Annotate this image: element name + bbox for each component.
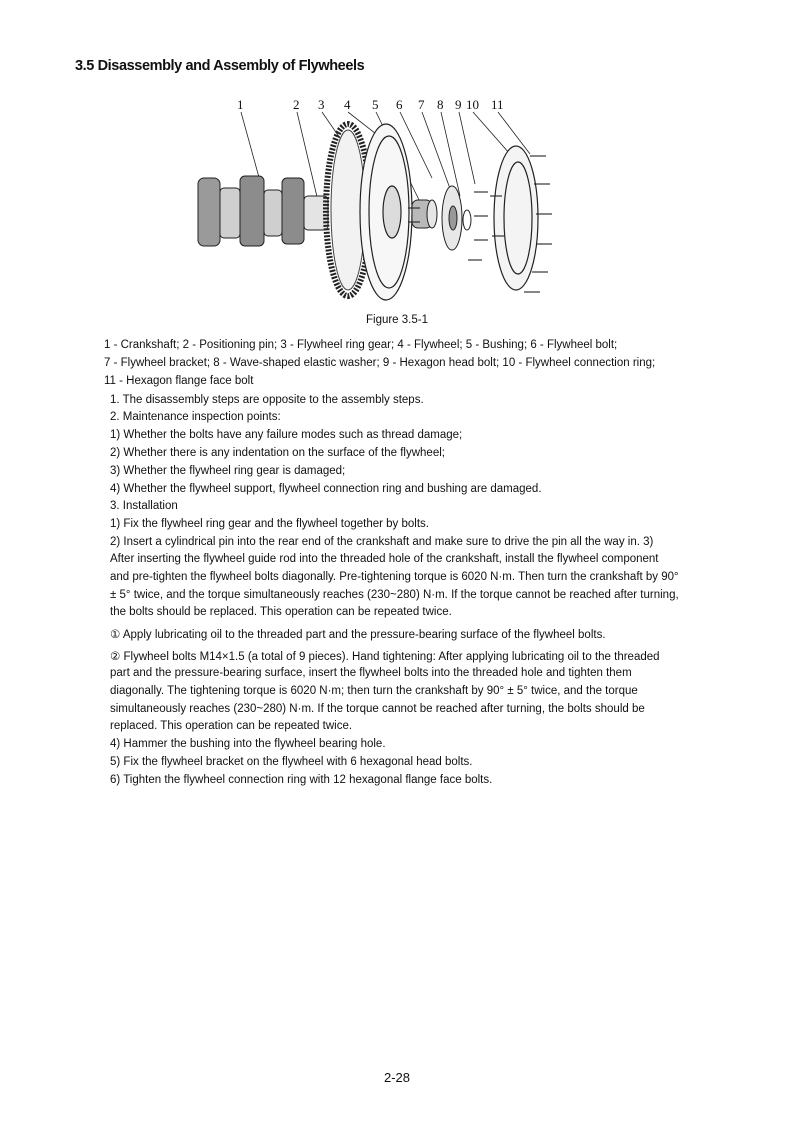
body-line-4: 2) Whether there is any indentation on the surface of the flywheel; [110,447,445,459]
wave-washer-drawing [463,210,471,230]
body-line-18: simultaneously reaches (230~280) N·m. If the torque cannot be reached after turning, the bolts should be [110,703,645,715]
body-line-19: replaced. This operation can be repeated twice. [110,720,353,732]
body-line-21: 5) Fix the flywheel bracket on the flywheel with 6 hexagonal head bolts. [110,756,473,768]
body-line-1: 1. The disassembly steps are opposite to the assembly steps. [110,394,424,406]
body-line-12: ± 5° twice, and the torque simultaneously reaches (230~280) N·m. If the torque cannot be reached after turning, [110,589,679,601]
callout-2: 2 [293,97,300,112]
page-number: 2-28 [383,1070,411,1085]
flywheel-bracket-drawing [442,186,462,250]
callout-11: 11 [491,97,504,112]
body-line-11: and pre-tighten the flywheel bolts diagonally. Pre-tightening torque is 6020 N·m. Then turn the crankshaft by 90° [110,571,679,583]
callout-9: 9 [455,97,462,112]
body-line-22: 6) Tighten the flywheel connection ring with 12 hexagonal flange face bolts. [110,774,493,786]
body-line-6: 4) Whether the flywheel support, flywheel connection ring and bushing are damaged. [110,483,542,495]
callout-10: 10 [466,97,479,112]
body-line-20: 4) Hammer the bushing into the flywheel bearing hole. [110,738,386,750]
section-title: 3.5 Disassembly and Assembly of Flywheels [75,58,365,74]
body-line-14: ① Apply lubricating oil to the threaded part and the pressure-bearing surface of the flywheel bolts. [110,629,606,641]
body-line-2: 2. Maintenance inspection points: [110,411,281,423]
body-line-15: ② Flywheel bolts M14×1.5 (a total of 9 pieces). Hand tightening: After applying lubricating oil to the threaded [110,651,660,663]
body-line-17: diagonally. The tightening torque is 6020 N·m; then turn the crankshaft by 90° ± 5° twice, and the torque [110,685,638,697]
callout-8: 8 [437,97,444,112]
figure-caption: Figure 3.5-1 [365,314,428,326]
flywheel-exploded-view-figure [190,96,560,308]
body-line-16: part and the pressure-bearing surface, insert the flywheel bolts into the threaded hole and tighten them [110,667,632,679]
flywheel-connection-ring-drawing [494,146,538,290]
body-line-13: the bolts should be replaced. This operation can be repeated twice. [110,606,452,618]
callout-6: 6 [396,97,403,112]
body-line-9: 2) Insert a cylindrical pin into the rear end of the crankshaft and make sure to drive the pin all the way in. 3) [110,536,654,548]
callout-3: 3 [318,97,325,112]
legend-line-2: 7 - Flywheel bracket; 8 - Wave-shaped elastic washer; 9 - Hexagon head bolt; 10 - Flywheel connection ring; [104,357,656,369]
flywheel-drawing [360,124,412,300]
callout-1: 1 [237,97,244,112]
callout-4: 4 [344,97,351,112]
hexagon-head-bolts-drawing [468,192,488,260]
body-line-10: After inserting the flywheel guide rod into the threaded hole of the crankshaft, install the flywheel component [110,553,659,565]
callout-7: 7 [418,97,425,112]
legend-line-1: 1 - Crankshaft; 2 - Positioning pin; 3 - Flywheel ring gear; 4 - Flywheel; 5 - Bushing; 6 - Flywheel bolt; [104,339,618,351]
bushing-drawing [412,200,437,228]
body-line-3: 1) Whether the bolts have any failure modes such as thread damage; [110,429,463,441]
legend-line-3: 11 - Hexagon flange face bolt [104,375,254,387]
body-line-5: 3) Whether the flywheel ring gear is damaged; [110,465,346,477]
crankshaft-drawing [198,176,328,246]
body-line-7: 3. Installation [110,500,178,512]
callout-5: 5 [372,97,379,112]
body-line-8: 1) Fix the flywheel ring gear and the flywheel together by bolts. [110,518,429,530]
